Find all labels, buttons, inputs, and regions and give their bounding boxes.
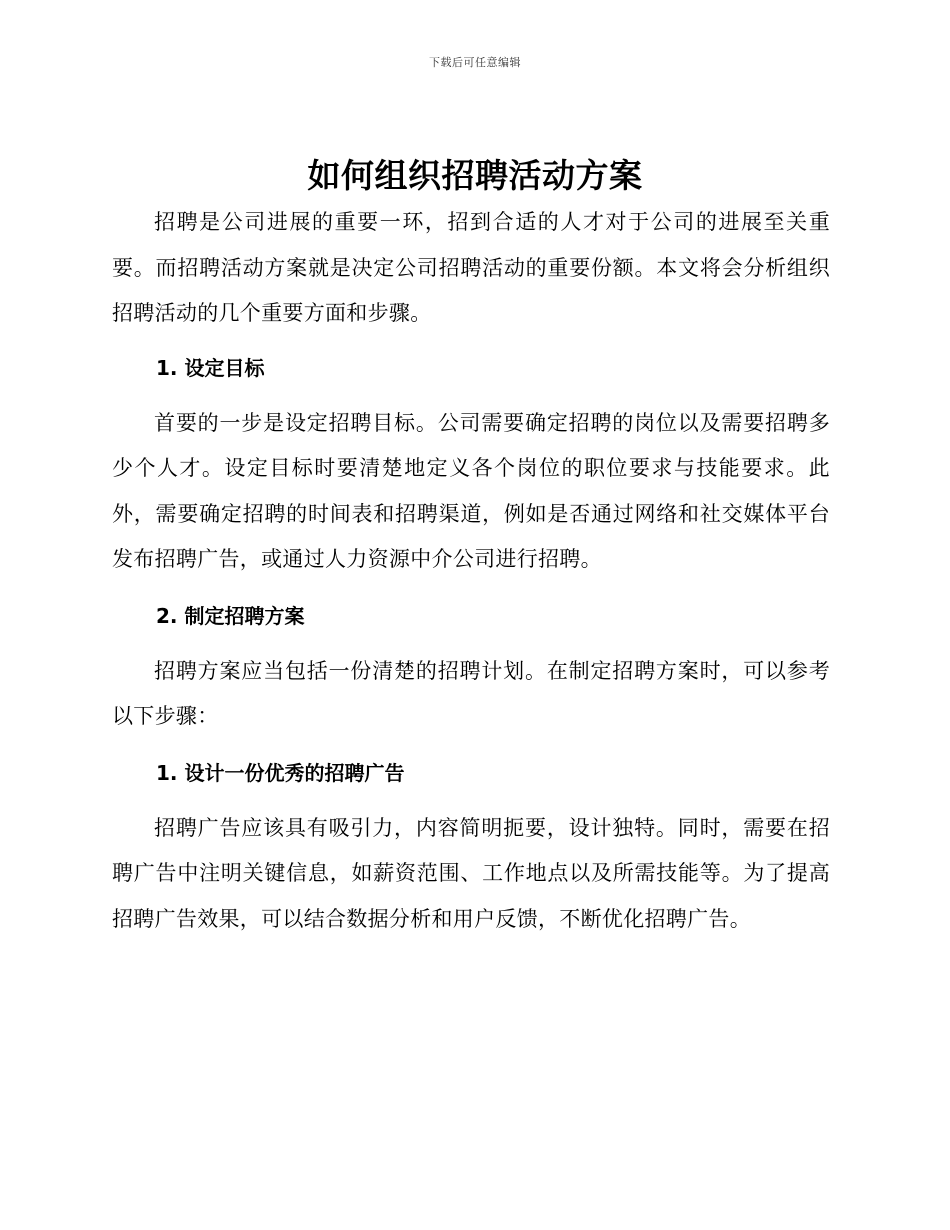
document-body: [112, 200, 830, 942]
section-heading-design-ad: 1. 设计一份优秀的招聘广告: [156, 760, 405, 785]
page-title: 如何组织招聘活动方案: [307, 156, 643, 195]
header-note: 下载后可任意编辑: [429, 56, 521, 69]
section-body-set-goals: 首要的一步是设定招聘目标。公司需要确定招聘的岗位以及需要招聘多少个人才。设定目标时要清楚地定义各个岗位的职位要求与技能要求。此外，需要确定招聘的时间表和招聘渠道，例如是否通过网络和社交媒体平台发布招聘广告，或通过人力资源中介公司进行招聘。: [112, 410, 830, 571]
section-heading-set-goals: 1. 设定目标: [156, 355, 265, 380]
section-heading-recruit-plan: 2. 制定招聘方案: [156, 603, 305, 628]
section-body-design-ad: 招聘广告应该具有吸引力，内容简明扼要，设计独特。同时，需要在招聘广告中注明关键信息，如薪资范围、工作地点以及所需技能等。为了提高招聘广告效果，可以结合数据分析和用户反馈，不断优化招聘广告。: [112, 815, 830, 931]
section-body-recruit-plan: 招聘方案应当包括一份清楚的招聘计划。在制定招聘方案时，可以参考以下步骤：: [112, 658, 830, 728]
intro-paragraph: 招聘是公司进展的重要一环，招到合适的人才对于公司的进展至关重要。而招聘活动方案就是决定公司招聘活动的重要份额。本文将会分析组织招聘活动的几个重要方面和步骤。: [112, 210, 830, 325]
